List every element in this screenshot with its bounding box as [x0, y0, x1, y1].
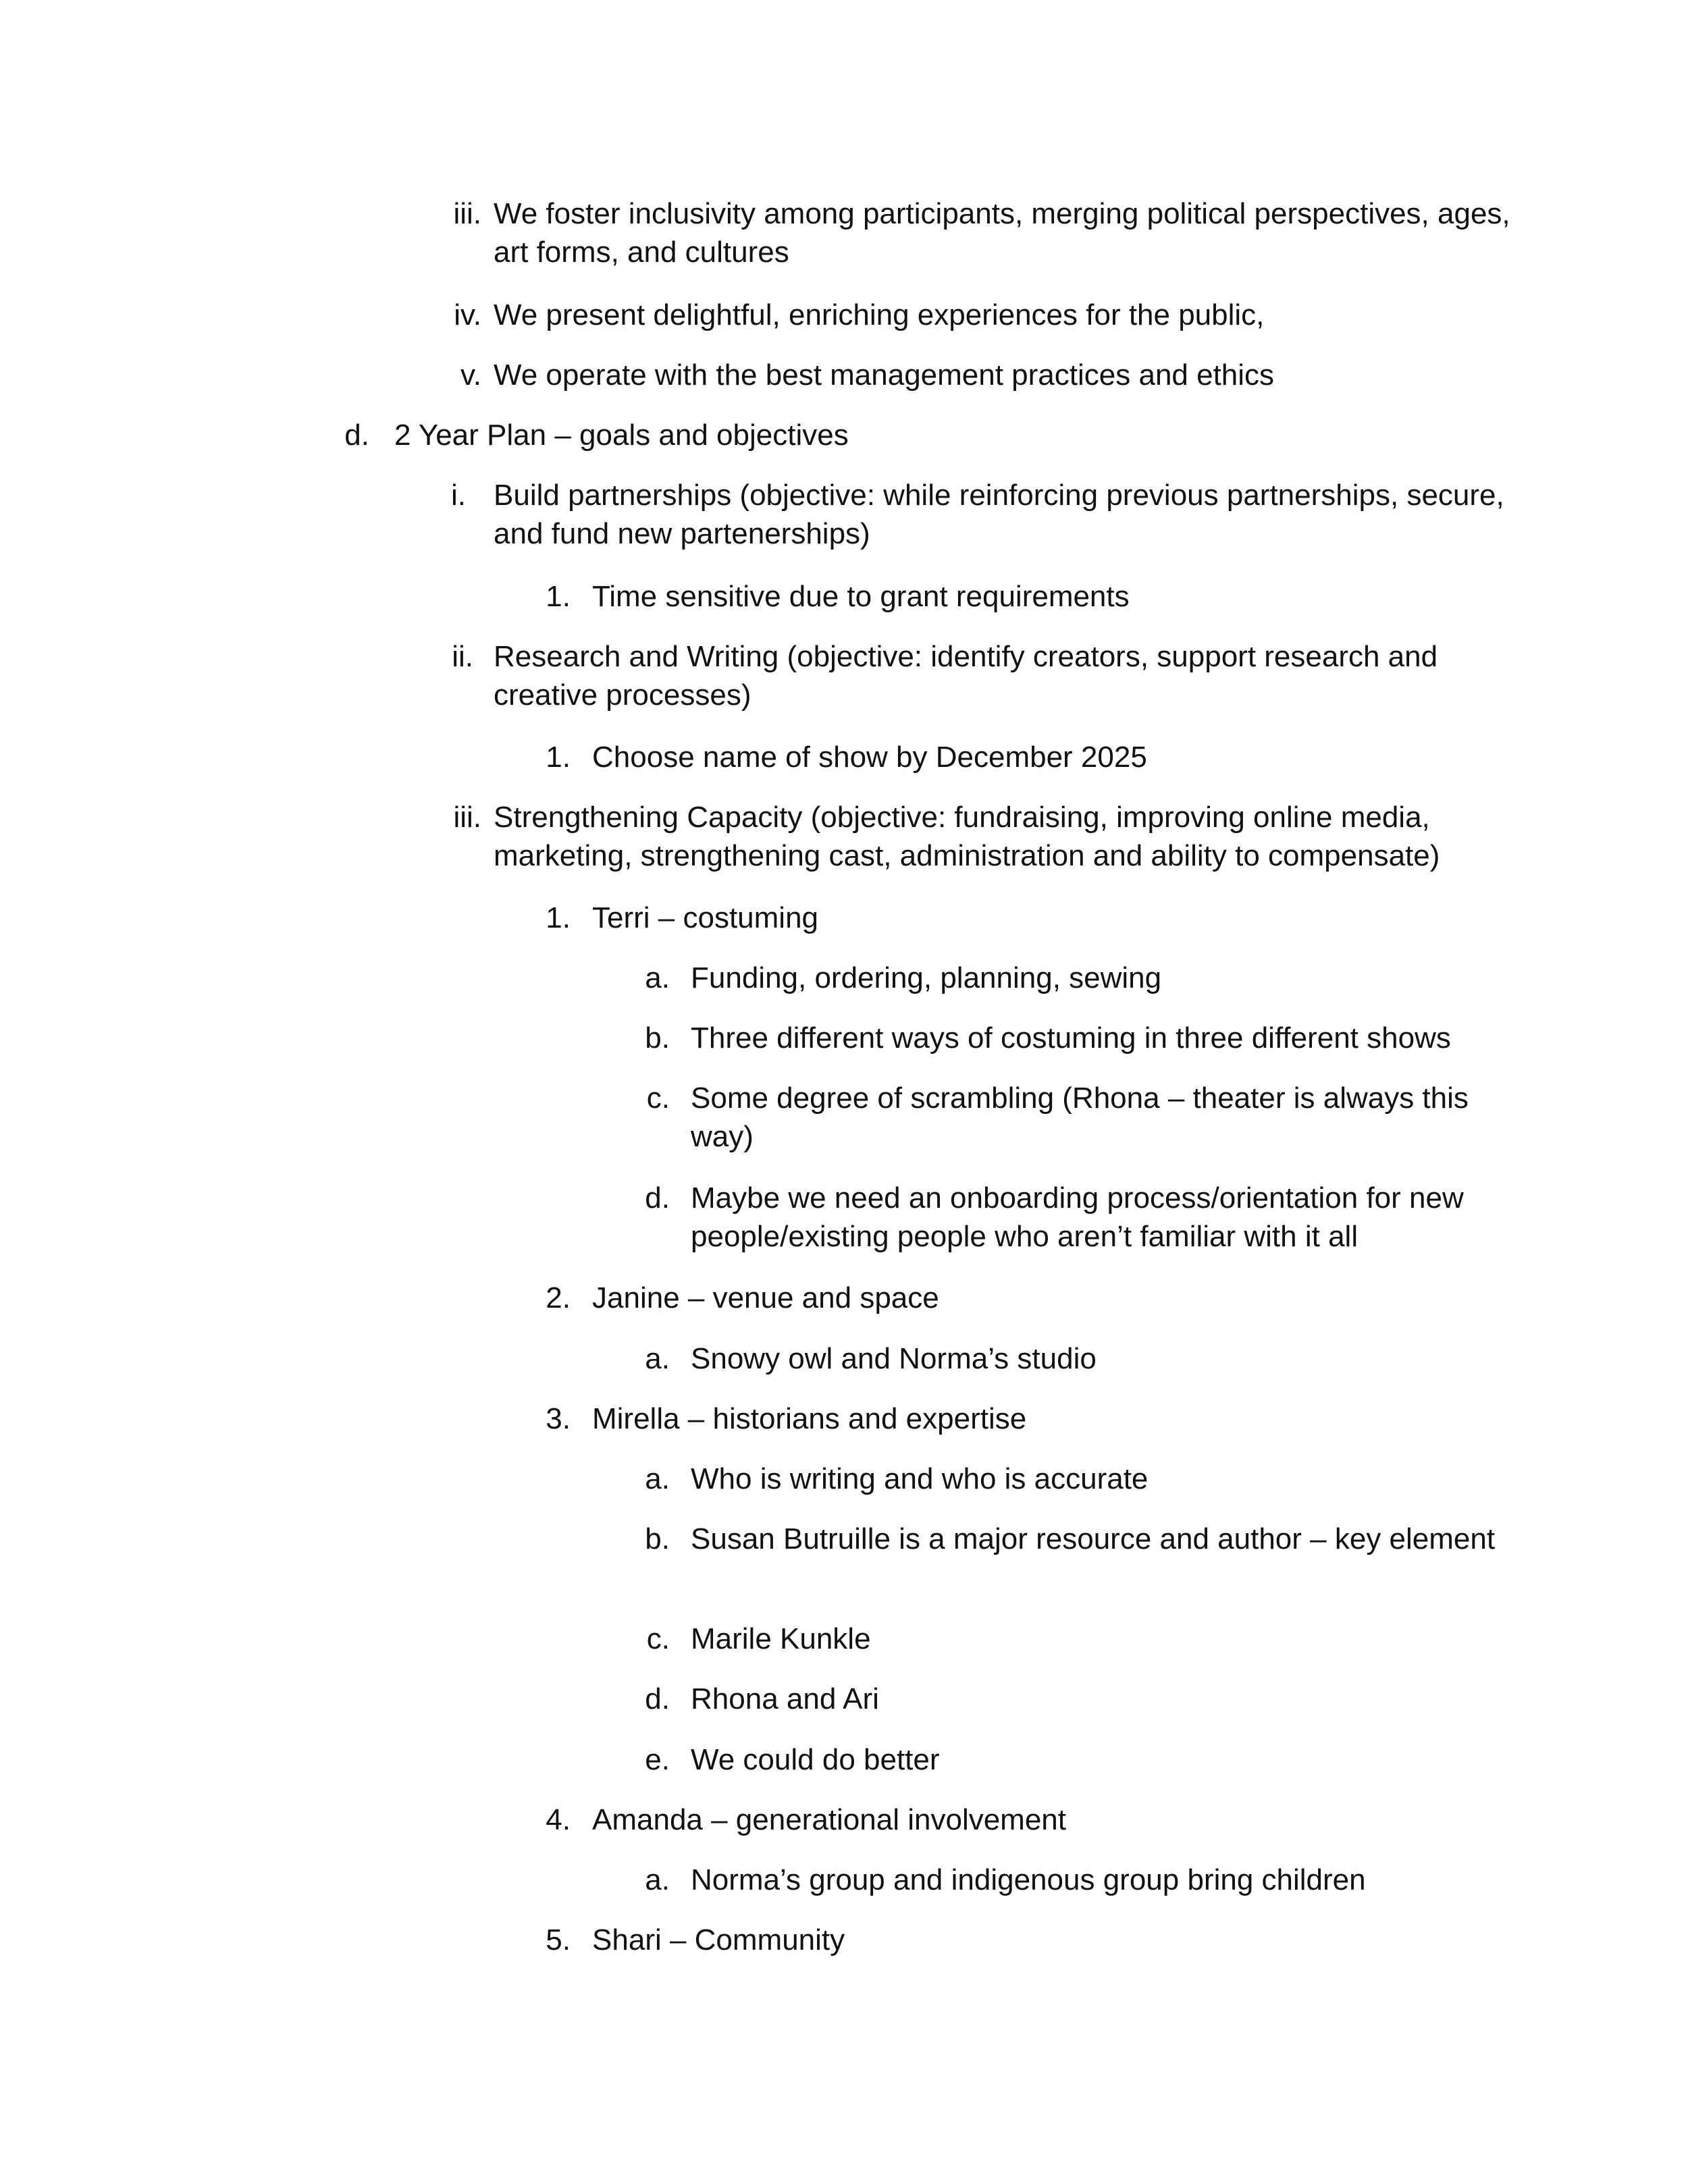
list-item: [646, 1620, 1512, 1658]
list-item-text: 2 Year Plan – goals and objectives: [394, 419, 849, 452]
list-marker: a.: [645, 1863, 670, 1896]
list-marker: a.: [645, 961, 670, 994]
list-item: [645, 1019, 1512, 1057]
list-marker: 3.: [546, 1402, 571, 1435]
list-item: [546, 899, 1512, 937]
list-item-text: Strengthening Capacity (objective: fundraising, improving online media, marketing, strengthening cast, administration and ability to compensate): [494, 801, 1440, 872]
list-marker: a.: [645, 1462, 670, 1495]
list-marker: d.: [645, 1682, 670, 1715]
list-item-text: Janine – venue and space: [592, 1281, 939, 1314]
list-marker: c.: [646, 1622, 670, 1655]
list-item: [453, 798, 1512, 875]
list-item: [645, 1680, 1512, 1718]
list-item: [645, 1861, 1512, 1899]
list-marker: e.: [645, 1743, 670, 1776]
list-item-text: We present delightful, enriching experiences for the public,: [494, 298, 1265, 331]
list-marker: v.: [460, 358, 481, 392]
list-marker: 5.: [546, 1923, 571, 1956]
list-marker: i.: [451, 479, 466, 512]
list-item-text: Funding, ordering, planning, sewing: [691, 961, 1162, 994]
list-item-text: We operate with the best management practices and ethics: [494, 358, 1275, 392]
list-marker: b.: [645, 1522, 670, 1555]
list-item-text: Maybe we need an onboarding process/orientation for new people/existing people who aren’t familiar with it all: [691, 1181, 1464, 1253]
list-marker: 4.: [546, 1803, 571, 1836]
list-item: [453, 194, 1512, 271]
list-item-text: We foster inclusivity among participants, merging political perspectives, ages, art forms, and cultures: [494, 197, 1510, 269]
list-item: [546, 1400, 1512, 1438]
list-item: [645, 1460, 1512, 1498]
list-item: [645, 1520, 1512, 1558]
list-marker: d.: [344, 419, 369, 452]
list-item: [645, 1339, 1512, 1378]
list-item: [460, 356, 1512, 394]
list-item-text: Research and Writing (objective: identify creators, support research and creative processes): [494, 640, 1438, 712]
list-item-text: Who is writing and who is accurate: [691, 1462, 1149, 1495]
list-item-text: Susan Butruille is a major resource and author – key element: [691, 1522, 1496, 1555]
list-item: [454, 296, 1512, 334]
list-item: [344, 416, 1512, 454]
list-item-text: Three different ways of costuming in three different shows: [691, 1021, 1451, 1055]
list-item-text: Time sensitive due to grant requirements: [592, 580, 1130, 613]
list-marker: 1.: [546, 580, 571, 613]
list-marker: d.: [645, 1181, 670, 1215]
list-item: [546, 577, 1512, 616]
list-item-text: Build partnerships (objective: while reinforcing previous partnerships, secure, and fund new partenerships): [494, 479, 1504, 550]
list-item: [546, 1279, 1512, 1317]
list-item: [646, 1079, 1512, 1156]
list-marker: 1.: [546, 901, 571, 934]
list-item-text: Snowy owl and Norma’s studio: [691, 1342, 1097, 1375]
list-item-text: Rhona and Ari: [691, 1682, 879, 1715]
list-marker: ii.: [452, 640, 473, 673]
list-marker: iv.: [454, 298, 481, 331]
list-item-text: Amanda – generational involvement: [592, 1803, 1067, 1836]
list-item-text: Mirella – historians and expertise: [592, 1402, 1027, 1435]
list-item: [645, 1179, 1512, 1256]
list-item: [645, 1740, 1512, 1779]
list-item: [546, 1801, 1512, 1839]
list-item-text: Choose name of show by December 2025: [592, 741, 1147, 774]
list-item-text: Norma’s group and indigenous group bring children: [691, 1863, 1366, 1896]
list-item: [645, 959, 1512, 997]
list-item-text: We could do better: [691, 1743, 940, 1776]
list-item: [451, 476, 1512, 553]
list-marker: 1.: [546, 741, 571, 774]
list-item: [546, 738, 1512, 776]
list-marker: a.: [645, 1342, 670, 1375]
list-marker: 2.: [546, 1281, 571, 1314]
list-marker: b.: [645, 1021, 670, 1055]
list-item-text: Marile Kunkle: [691, 1622, 871, 1655]
list-item-text: Shari – Community: [592, 1923, 845, 1956]
list-item-text: Some degree of scrambling (Rhona – theater is always this way): [691, 1082, 1469, 1153]
list-item-text: Terri – costuming: [592, 901, 819, 934]
list-marker: iii.: [453, 197, 481, 230]
list-item: [452, 637, 1512, 714]
list-marker: c.: [646, 1082, 670, 1115]
list-item: [546, 1921, 1512, 1959]
list-marker: iii.: [453, 801, 481, 834]
